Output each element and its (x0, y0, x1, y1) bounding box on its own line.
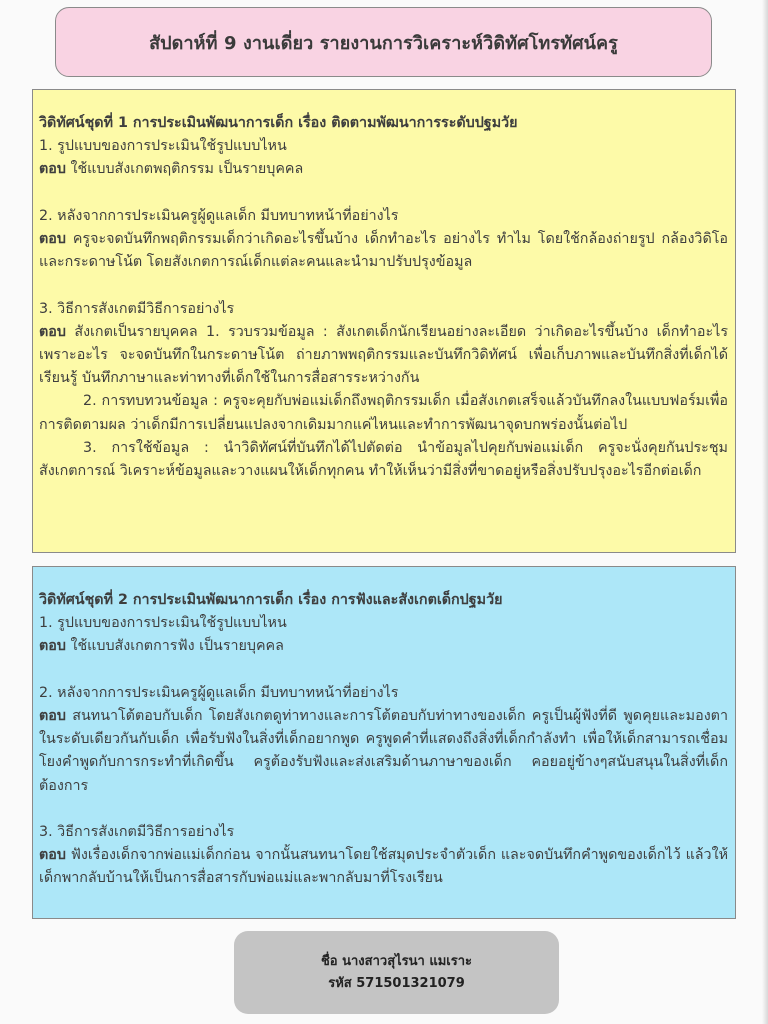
video-analysis-section-1 (32, 89, 736, 553)
answer-label: ตอบ (39, 231, 66, 247)
answer-label: ตอบ (39, 847, 66, 864)
section-heading: วิดิทัศน์ชุดที่ 1 การประเมินพัฒนาการเด็ก เรื่อง ติดตามพัฒนาการระดับปฐมวัย (39, 115, 518, 131)
answer-3: ตอบ ฟังเรื่องเด็กจากพ่อแม่เด็กก่อน จากนั้นสนทนาโดยใช้สมุดประจำตัวเด็ก และจดบันทึกคำพูดของเด็กไว้ แล้วให้เด็กพากลับบ้านให้เป็นการสื่อสารกับพ่อแม่และพากลับมาที่โรงเรียน (39, 847, 728, 887)
section-heading: วิดิทัศน์ชุดที่ 2 การประเมินพัฒนาการเด็ก เรื่อง การฟังและสังเกตเด็กปฐมวัย (39, 592, 503, 608)
answer-3: ตอบ สังเกตเป็นรายบุคคล 1. รวบรวมข้อมูล : สังเกตเด็กนักเรียนอย่างละเอียด ว่าเกิดอะไรขึ้นบ้าง เด็กทำอะไร เพราะอะไร จะจดบันทึกในกระดาษโน้ต ถ่ายภาพพฤติกรรมและบันทึกวิดิทัศน์ เพื่อเก็บภาพและบันทึกสิ่งที่เด็กได้เรียนรู้ บันทึกภาษาและท่าทางที่เด็กใช้ในการสื่อสารระหว่างกัน (39, 323, 728, 387)
question-2: 2. หลังจากการประเมินครูผู้ดูแลเด็ก มีบทบาทหน้าที่อย่างไร (39, 207, 399, 224)
answer-1: ตอบ ใช้แบบสังเกตพฤติกรรม เป็นรายบุคคล (39, 161, 304, 178)
question-1: 1. รูปแบบของการประเมินใช้รูปแบบไหน (39, 615, 287, 632)
question-1: 1. รูปแบบของการประเมินใช้รูปแบบไหน (39, 138, 287, 155)
author-name: ชื่อ นางสาวสุไรนา แมเราะ (320, 953, 473, 969)
page-edge-shadow (762, 0, 768, 1024)
student-id: รหัส 571501321079 (328, 975, 465, 991)
video-analysis-section-2 (32, 566, 736, 919)
answer-1: ตอบ ใช้แบบสังเกตการฟัง เป็นรายบุคคล (39, 638, 284, 655)
answer-label: ตอบ (39, 638, 66, 655)
answer-label: ตอบ (39, 161, 66, 178)
question-2: 2. หลังจากการประเมินครูผู้ดูแลเด็ก มีบทบาทหน้าที่อย่างไร (39, 684, 399, 701)
answer-label: ตอบ (39, 323, 66, 340)
answer-2: ตอบ ครูจะจดบันทึกพฤติกรรมเด็กว่าเกิดอะไรขึ้นบ้าง เด็กทำอะไร อย่างไร ทำไม โดยใช้กล้องถ่ายรูป กล้องวิดิโอ และกระดาษโน้ต โดยสังเกตการณ์เด็กแต่ละคนและนำมาปรับปรุงข้อมูล (39, 231, 729, 271)
answer-3-step-2: 2. การทบทวนข้อมูล : ครูจะคุยกับพ่อแม่เด็กถึงพฤติกรรมเด็ก เมื่อสังเกตเสร็จแล้วบันทึกลงในแบบฟอร์มเพื่อการติดตามผล ว่าเด็กมีการเปลี่ยนแปลงจากเดิมมากแค่ไหนและทำการพัฒนาจุดบกพร่องนั้นต่อไป (39, 393, 728, 433)
question-3: 3. วิธีการสังเกตมีวิธีการอย่างไร (39, 300, 235, 317)
page-title: สัปดาห์ที่ 9 งานเดี่ยว รายงานการวิเคราะห์วิดิทัศโทรทัศน์ครู (55, 7, 712, 77)
answer-2: ตอบ สนทนาโต้ตอบกับเด็ก โดยสังเกตดูท่าทางและการโต้ตอบกับท่าทางของเด็ก ครูเป็นผู้ฟังที่ดี พูดคุยและมองตาในระดับเดียวกันกับเด็ก เพื่อรับฟังในสิ่งที่เด็กอยากพูด ครูพูดคำที่แสดงถึงสิ่งที่เด็กกำลังทำ เพื่อให้เด็กสามารถเชื่อมโยงคำพูดกับการกระทำที่เกิดขึ้น ครูต้องรับฟังและส่งเสริมด้านภาษาของเด็ก คอยอยู่ข้างๆสนับสนุนในสิ่งที่เด็กต้องการ (39, 708, 728, 794)
answer-3-step-3: 3. การใช้ข้อมูล : นำวิดิทัศน์ที่บันทึกได้ไปตัดต่อ นำข้อมูลไปคุยกับพ่อแม่เด็ก ครูจะนั่งคุยกันประชุมสังเกตการณ์ วิเคราะห์ข้อมูลและวางแผนให้เด็กทุกคน ทำให้เห็นว่ามีสิ่งที่ขาดอยู่หรือสิ่งปรับปรุงอะไรอีกต่อเด็ก (39, 439, 728, 480)
question-3: 3. วิธีการสังเกตมีวิธีการอย่างไร (39, 824, 235, 840)
author-info-box (234, 931, 559, 1014)
answer-label: ตอบ (39, 708, 66, 724)
